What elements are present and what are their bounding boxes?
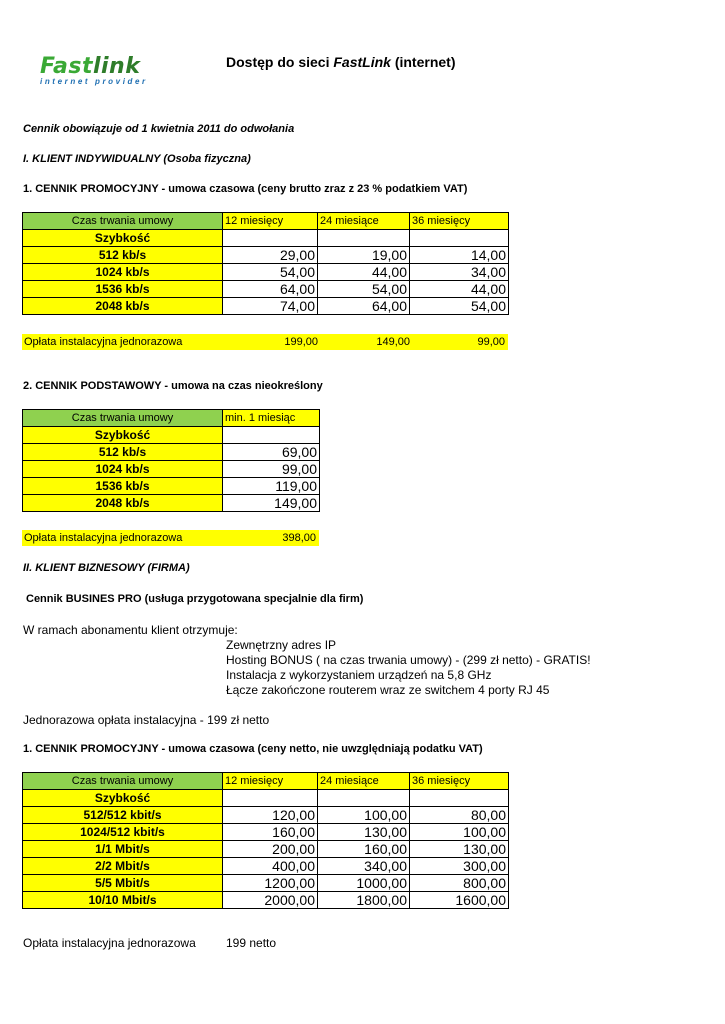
section1-promo-heading: 1. CENNIK PROMOCYJNY - umowa czasowa (ceny brutto zraz z 23 % podatkiem VAT) xyxy=(23,183,468,195)
table-cell xyxy=(223,427,320,444)
list-item: Hosting BONUS ( na czas trwania umowy) - (299 zł netto) - GRATIS! xyxy=(226,653,591,667)
price-cell: 1600,00 xyxy=(410,892,509,909)
section1-heading: I. KLIENT INDYWIDUALNY (Osoba fizyczna) xyxy=(23,153,251,165)
speed-cell: 2048 kb/s xyxy=(23,298,223,315)
install-fee-value: 99,00 xyxy=(477,336,505,348)
speed-cell: 1024/512 kbit/s xyxy=(23,824,223,841)
table-cell xyxy=(318,790,410,807)
price-cell: 64,00 xyxy=(223,281,318,298)
duration-label: Czas trwania umowy xyxy=(23,410,223,427)
price-cell: 1000,00 xyxy=(318,875,410,892)
table-row xyxy=(23,790,509,807)
title-suffix: (internet) xyxy=(390,54,456,70)
speed-cell: 10/10 Mbit/s xyxy=(23,892,223,909)
table-row xyxy=(23,892,509,909)
price-cell: 130,00 xyxy=(410,841,509,858)
section2-subheading: Cennik BUSINES PRO (usługa przygotowana specjalnie dla firm) xyxy=(26,593,364,605)
list-item: Instalacja z wykorzystaniem urządzeń na 5,8 GHz xyxy=(226,668,492,682)
column-header: 24 miesiące xyxy=(318,213,410,230)
price-cell: 800,00 xyxy=(410,875,509,892)
price-cell: 100,00 xyxy=(410,824,509,841)
price-cell: 74,00 xyxy=(223,298,318,315)
table-row xyxy=(23,478,320,495)
table-row xyxy=(23,410,320,427)
section2-heading: II. KLIENT BIZNESOWY (FIRMA) xyxy=(23,562,190,574)
price-cell: 99,00 xyxy=(223,461,320,478)
section1-basic-heading: 2. CENNIK PODSTAWOWY - umowa na czas nieokreślony xyxy=(23,380,323,392)
price-cell: 119,00 xyxy=(223,478,320,495)
install-fee-label: Opłata instalacyjna jednorazowa xyxy=(24,532,183,544)
price-cell: 340,00 xyxy=(318,858,410,875)
benefits-list xyxy=(226,638,591,698)
business-install-fee-label: Opłata instalacyjna jednorazowa xyxy=(23,936,196,950)
business-install-fee-value: 199 netto xyxy=(226,936,277,950)
basic-price-table-individual xyxy=(22,409,320,512)
speed-cell: 512 kb/s xyxy=(23,444,223,461)
table-row xyxy=(23,773,509,790)
promo-price-table-individual xyxy=(22,212,509,315)
table-row xyxy=(23,858,509,875)
column-header: 36 miesięcy xyxy=(410,213,509,230)
speed-cell: 2/2 Mbit/s xyxy=(23,858,223,875)
price-cell: 29,00 xyxy=(223,247,318,264)
column-header: 12 miesięcy xyxy=(223,773,318,790)
price-cell: 200,00 xyxy=(223,841,318,858)
section2-promo-heading: 1. CENNIK PROMOCYJNY - umowa czasowa (ceny netto, nie uwzględniają podatku VAT) xyxy=(23,743,483,755)
price-cell: 44,00 xyxy=(318,264,410,281)
column-header: 36 miesięcy xyxy=(410,773,509,790)
table-row xyxy=(23,807,509,824)
price-cell: 54,00 xyxy=(223,264,318,281)
price-cell: 130,00 xyxy=(318,824,410,841)
table-row xyxy=(23,824,509,841)
speed-cell: 5/5 Mbit/s xyxy=(23,875,223,892)
price-cell: 100,00 xyxy=(318,807,410,824)
price-cell: 34,00 xyxy=(410,264,509,281)
table-row xyxy=(23,444,320,461)
column-header: 24 miesiące xyxy=(318,773,410,790)
price-cell: 400,00 xyxy=(223,858,318,875)
fastlink-logo xyxy=(40,56,180,96)
speed-label: Szybkość xyxy=(23,427,223,444)
logo-fast: Fast xyxy=(40,54,93,79)
speed-cell: 1/1 Mbit/s xyxy=(23,841,223,858)
table-row xyxy=(23,461,320,478)
table-row xyxy=(23,213,509,230)
price-cell: 69,00 xyxy=(223,444,320,461)
price-cell: 120,00 xyxy=(223,807,318,824)
list-item: Zewnętrzny adres IP xyxy=(226,638,337,652)
price-cell: 19,00 xyxy=(318,247,410,264)
title-prefix: Dostęp do sieci xyxy=(226,54,334,70)
table-cell xyxy=(223,790,318,807)
business-install-note: Jednorazowa opłata instalacyjna - 199 zł netto xyxy=(23,713,270,727)
price-cell: 149,00 xyxy=(223,495,320,512)
table-cell xyxy=(410,230,509,247)
speed-cell: 512/512 kbit/s xyxy=(23,807,223,824)
speed-cell: 1024 kb/s xyxy=(23,461,223,478)
speed-cell: 1536 kb/s xyxy=(23,281,223,298)
price-cell: 1200,00 xyxy=(223,875,318,892)
table-row xyxy=(23,247,509,264)
validity-note: Cennik obowiązuje od 1 kwietnia 2011 do odwołania xyxy=(23,123,295,135)
install-fee-label: Opłata instalacyjna jednorazowa xyxy=(24,336,183,348)
promo-price-table-business xyxy=(22,772,509,909)
install-fee-value: 398,00 xyxy=(282,532,316,544)
logo-wordmark xyxy=(40,56,180,78)
column-header: 12 miesięcy xyxy=(223,213,318,230)
install-fee-value: 149,00 xyxy=(376,336,410,348)
speed-cell: 512 kb/s xyxy=(23,247,223,264)
speed-cell: 1536 kb/s xyxy=(23,478,223,495)
logo-link: link xyxy=(92,54,141,79)
table-row xyxy=(23,230,509,247)
price-cell: 160,00 xyxy=(318,841,410,858)
speed-label: Szybkość xyxy=(23,230,223,247)
price-cell: 80,00 xyxy=(410,807,509,824)
table-row xyxy=(23,264,509,281)
logo-tagline: internet provider xyxy=(40,77,148,86)
list-item: Łącze zakończone routerem wraz ze switchem 4 porty RJ 45 xyxy=(226,683,550,697)
speed-cell: 2048 kb/s xyxy=(23,495,223,512)
duration-label: Czas trwania umowy xyxy=(23,213,223,230)
table-row xyxy=(23,281,509,298)
price-cell: 160,00 xyxy=(223,824,318,841)
price-cell: 54,00 xyxy=(318,281,410,298)
install-fee-row xyxy=(22,530,319,546)
speed-label: Szybkość xyxy=(23,790,223,807)
price-cell: 300,00 xyxy=(410,858,509,875)
price-cell: 54,00 xyxy=(410,298,509,315)
install-fee-row xyxy=(22,334,508,350)
price-cell: 2000,00 xyxy=(223,892,318,909)
table-row xyxy=(23,875,509,892)
install-fee-value: 199,00 xyxy=(284,336,318,348)
price-cell: 1800,00 xyxy=(318,892,410,909)
benefits-intro: W ramach abonamentu klient otrzymuje: xyxy=(23,623,238,637)
table-row xyxy=(23,495,320,512)
price-cell: 14,00 xyxy=(410,247,509,264)
page-title xyxy=(226,54,456,70)
speed-cell: 1024 kb/s xyxy=(23,264,223,281)
table-row xyxy=(23,427,320,444)
price-cell: 64,00 xyxy=(318,298,410,315)
column-header: min. 1 miesiąc xyxy=(223,410,320,427)
table-cell xyxy=(410,790,509,807)
table-row xyxy=(23,841,509,858)
table-cell xyxy=(223,230,318,247)
title-brand: FastLink xyxy=(333,54,391,70)
duration-label: Czas trwania umowy xyxy=(23,773,223,790)
table-row xyxy=(23,298,509,315)
price-cell: 44,00 xyxy=(410,281,509,298)
table-cell xyxy=(318,230,410,247)
